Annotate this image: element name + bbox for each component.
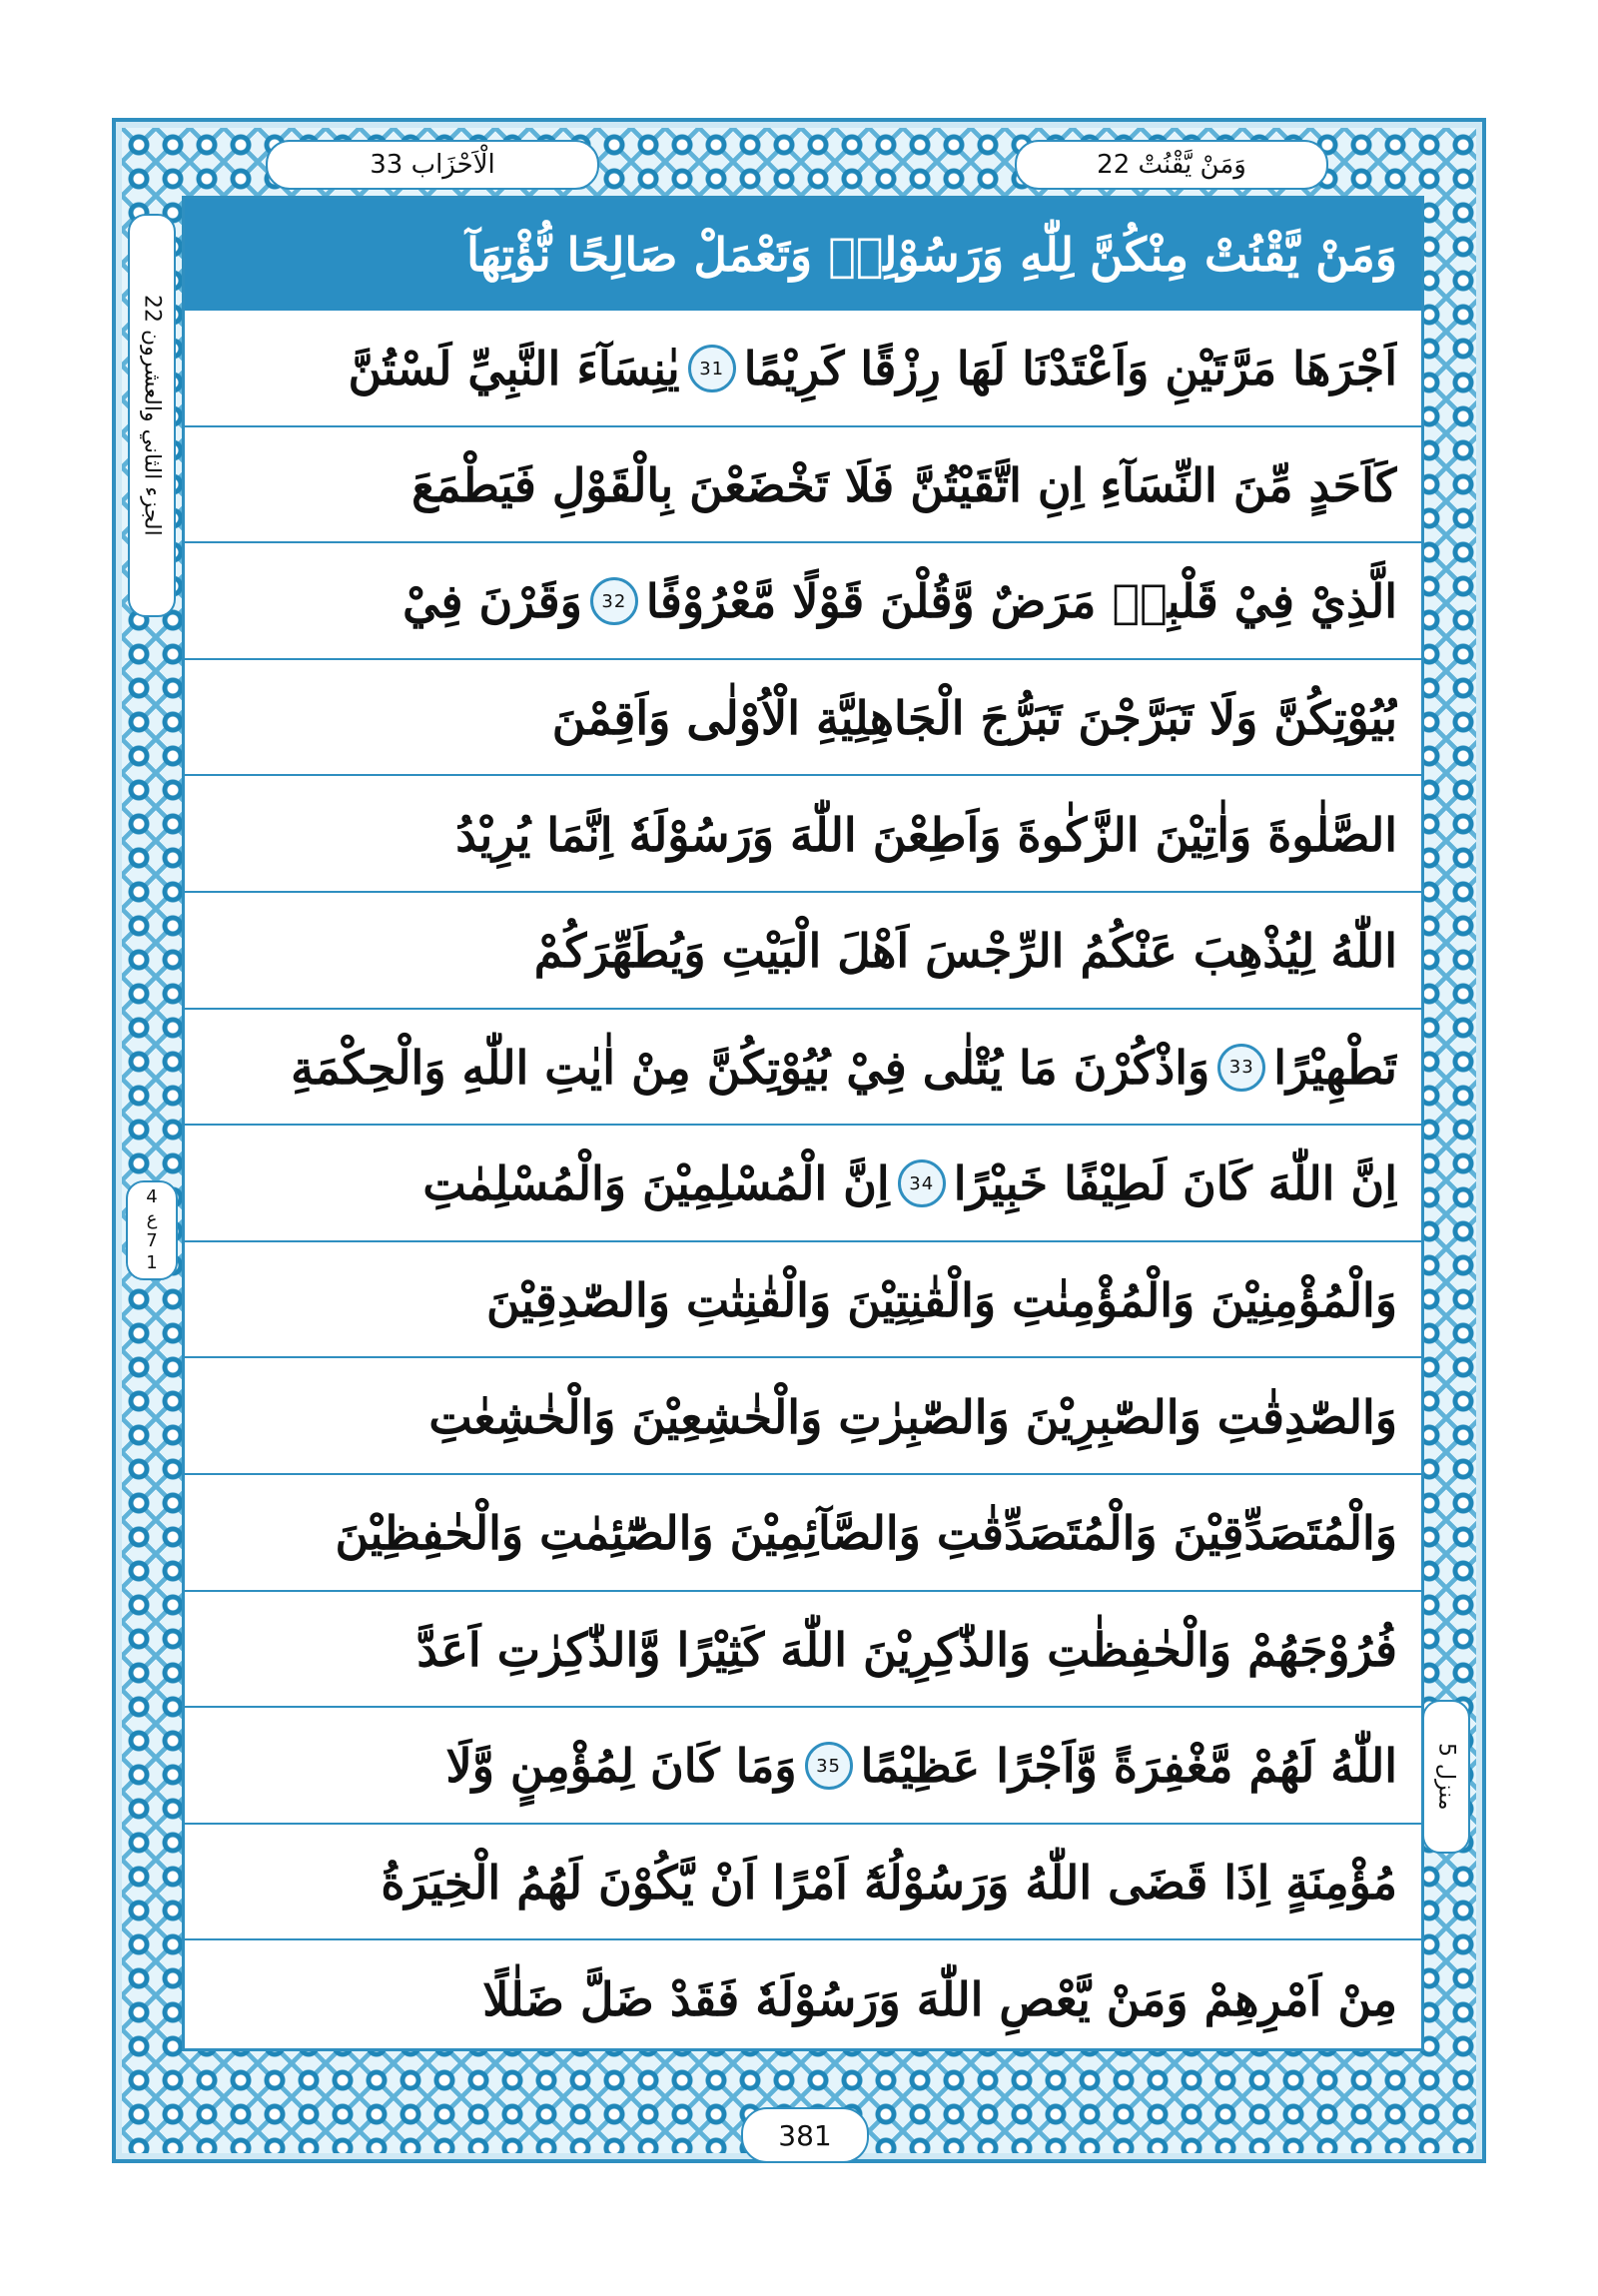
verse-text: فُرُوْجَهُمْ وَالْحٰفِظٰتِ وَالذّٰكِرِيْنَ اللّٰهَ كَثِيْرًا وَّالذّٰكِرٰتِ اَعَدَّ [416, 1622, 1397, 1677]
verse-text-continued: وَمَا كَانَ لِمُؤْمِنٍ وَّلَا [445, 1739, 797, 1794]
ruku-mid: 7 [146, 1230, 158, 1251]
verse-text: وَمَنْ يَّقْنُتْ مِنْكُنَّ لِلّٰهِ وَرَسُوْلِهٖ وَتَعْمَلْ صَالِحًا نُّؤْتِهَآ [466, 228, 1397, 282]
verse-line [209, 427, 1397, 544]
verse-text: مُؤْمِنَةٍ اِذَا قَضَى اللّٰهُ وَرَسُوْلُهٗٓ اَمْرًا اَنْ يَّكُوْنَ لَهُمُ الْخِيَرَةُ [381, 1856, 1397, 1911]
verse-text: اللّٰهُ لِيُذْهِبَ عَنْكُمُ الرِّجْسَ اَهْلَ الْبَيْتِ وَيُطَهِّرَكُمْ [533, 924, 1397, 979]
ayah-number-marker: 32 [590, 577, 638, 625]
verse-line [209, 1708, 1397, 1825]
highlighted-verse-line [209, 199, 1397, 311]
verse-text: تَطْهِيْرًا [1273, 1040, 1397, 1095]
verse-text: وَالْمُتَصَدِّقِيْنَ وَالْمُتَصَدِّقٰتِ وَالصَّآئِمِيْنَ وَالصّٰٓئِمٰتِ وَالْحٰفِظِيْنَ [335, 1506, 1397, 1561]
verse-text: اَجْرَهَا مَرَّتَيْنِ وَاَعْتَدْنَا لَهَا رِزْقًا كَرِيْمًا [743, 342, 1397, 396]
verse-text: اِنَّ اللّٰهَ كَانَ لَطِيْفًا خَبِيْرًا [953, 1156, 1397, 1211]
verse-text-continued: اِنَّ الْمُسْلِمِيْنَ وَالْمُسْلِمٰتِ [422, 1156, 890, 1211]
verse-line [209, 776, 1397, 893]
verse-line [209, 1126, 1397, 1242]
page-border-frame [112, 118, 1486, 2163]
page-number-text: 381 [778, 2118, 832, 2152]
verse-line [209, 1592, 1397, 1709]
ruku-bottom: 1 [146, 1252, 158, 1273]
verse-line [209, 1825, 1397, 1941]
ruku-symbol: ع [146, 1208, 158, 1229]
verse-line [209, 893, 1397, 1010]
verse-text-continued: وَقَرْنَ فِيْ [402, 574, 582, 629]
verse-text: اللّٰهُ لَهُمْ مَّغْفِرَةً وَّاَجْرًا عَظِيْمًا [860, 1739, 1397, 1794]
verse-line [209, 1358, 1397, 1475]
verse-text: الَّذِيْ فِيْ قَلْبِهٖ مَرَضٌ وَّقُلْنَ قَوْلًا مَّعْرُوْفًا [645, 574, 1397, 629]
para-name-header [1015, 140, 1328, 190]
verse-text: مِنْ اَمْرِهِمْ وَمَنْ يَّعْصِ اللّٰهَ وَرَسُوْلَهٗ فَقَدْ ضَلَّ ضَلٰلًا [482, 1971, 1397, 2026]
ruku-top: 4 [146, 1186, 158, 1207]
ayah-number-marker: 34 [898, 1159, 946, 1207]
verse-line [209, 1242, 1397, 1359]
juz-label: الجزء الثاني والعشرون 22 [139, 295, 165, 536]
text-panel [182, 196, 1424, 2051]
verse-text-continued: وَاذْكُرْنَ مَا يُتْلٰى فِيْ بُيُوْتِكُنَّ مِنْ اٰيٰتِ اللّٰهِ وَالْحِكْمَةِ [291, 1040, 1210, 1095]
verse-text: وَالْمُؤْمِنِيْنَ وَالْمُؤْمِنٰتِ وَالْقٰنِتِيْنَ وَالْقٰنِتٰتِ وَالصّٰدِقِيْنَ [486, 1273, 1397, 1328]
verse-text: وَالصّٰدِقٰتِ وَالصّٰبِرِيْنَ وَالصّٰبِرٰتِ وَالْخٰشِعِيْنَ وَالْخٰشِعٰتِ [428, 1389, 1397, 1444]
verse-line [209, 1010, 1397, 1127]
verse-line [209, 660, 1397, 777]
manzil-marker [1422, 1700, 1470, 1854]
verse-line [209, 543, 1397, 660]
verse-text: بُيُوْتِكُنَّ وَلَا تَبَرَّجْنَ تَبَرُّجَ الْجَاهِلِيَّةِ الْاُوْلٰى وَاَقِمْنَ [551, 691, 1397, 746]
ayah-number-marker: 35 [805, 1742, 853, 1790]
verse-text: الصَّلٰوةَ وَاٰتِيْنَ الزَّكٰوةَ وَاَطِعْنَ اللّٰهَ وَرَسُوْلَهٗ اِنَّمَا يُرِيْدُ [455, 807, 1397, 862]
ruku-marker [126, 1180, 178, 1280]
ayah-number-marker: 31 [688, 345, 736, 392]
surah-name-header [266, 140, 599, 190]
surah-name: الْاَحْزَاب 33 [370, 150, 495, 180]
verse-text-continued: يٰنِسَآءَ النَّبِيِّ لَسْتُنَّ [348, 342, 680, 396]
verse-line [209, 311, 1397, 427]
para-name: وَمَنْ يَّقْنُتْ 22 [1097, 150, 1246, 180]
manzil-label: منزل 5 [1433, 1743, 1459, 1811]
juz-marker [128, 214, 176, 617]
page-number [741, 2107, 869, 2163]
verse-line [209, 1940, 1397, 2057]
verse-line [209, 1475, 1397, 1592]
verse-text: كَاَحَدٍ مِّنَ النِّسَآءِ اِنِ اتَّقَيْتُنَّ فَلَا تَخْضَعْنَ بِالْقَوْلِ فَيَطْمَعَ [411, 457, 1397, 512]
ayah-number-marker: 33 [1217, 1044, 1265, 1092]
